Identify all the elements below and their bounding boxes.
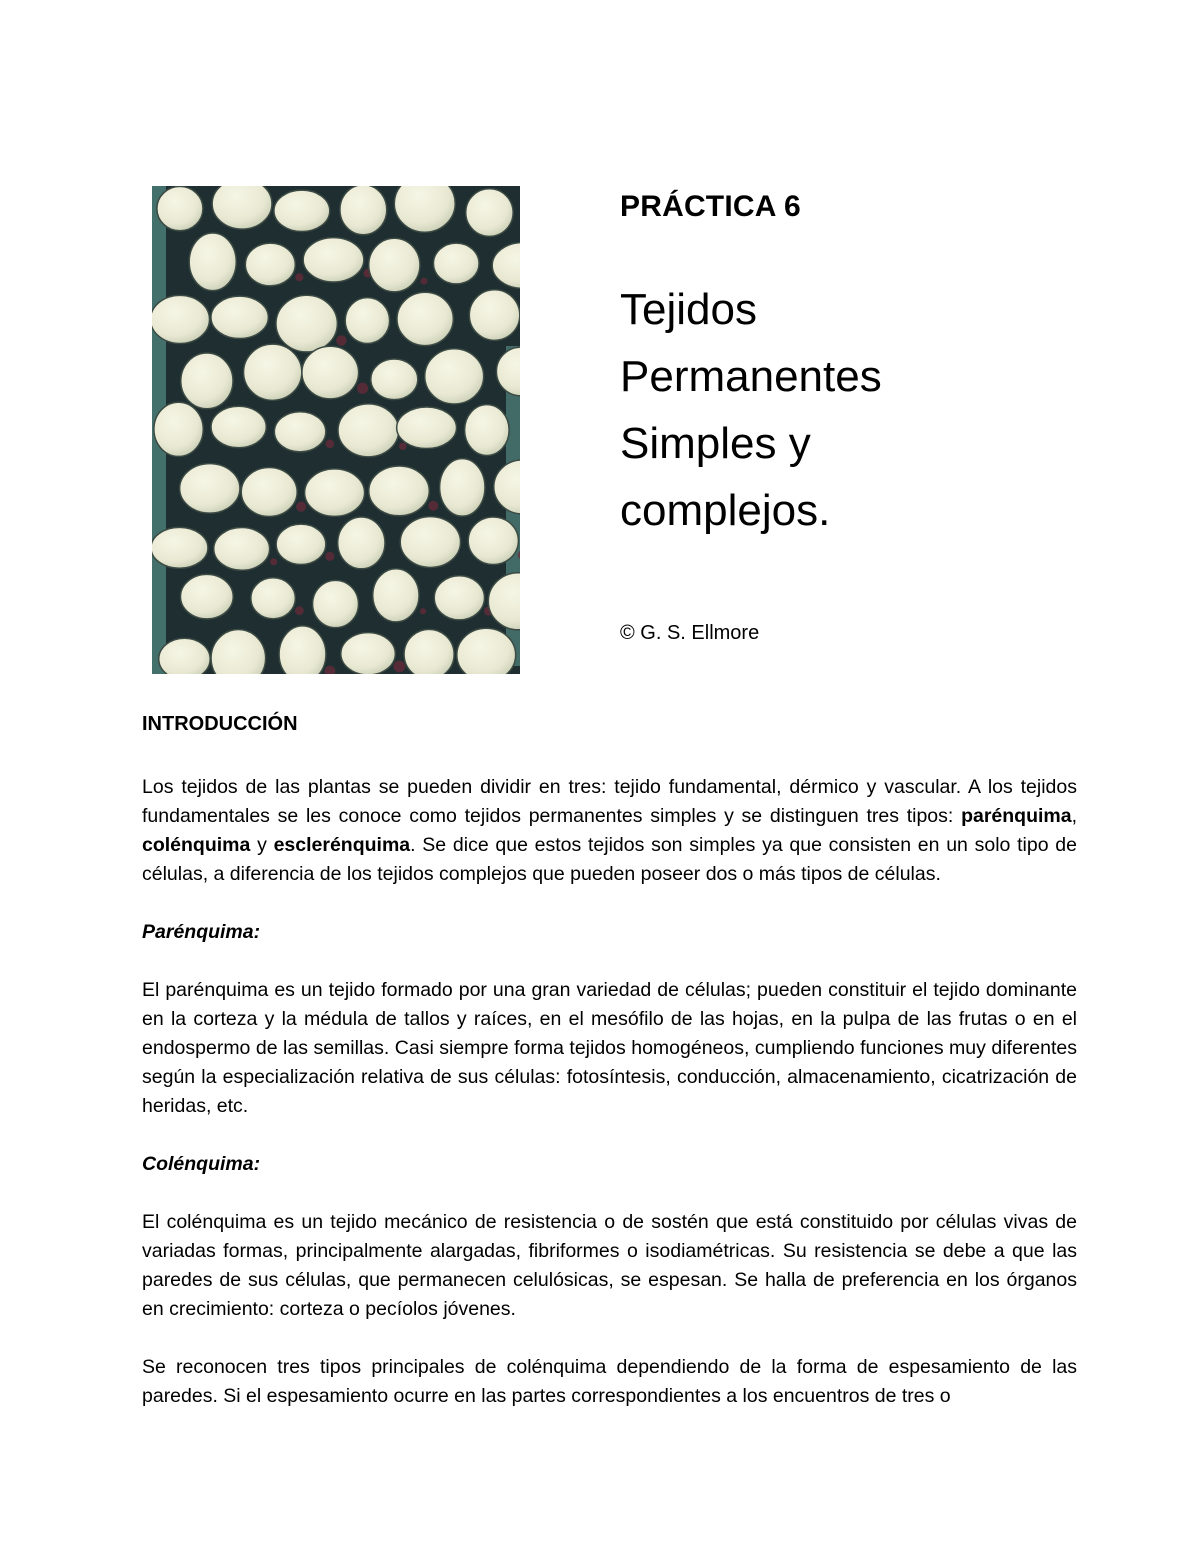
colenquima-paragraph: El colénquima es un tejido mecánico de resistencia o de sostén que está constituido por células vivas de variadas formas, principalmente alargadas, fibriformes o isodiamétricas. Su resistencia se debe a que las paredes de sus células, que permanecen celulósicas, se espesan. Se halla de preferencia en los órganos en crecimiento: corteza o pecíolos jóvenes.	[142, 1211, 1077, 1320]
wall-junction	[336, 335, 346, 345]
cell-shape	[433, 243, 479, 284]
cell-shape	[434, 576, 484, 620]
cell-shape	[465, 405, 510, 456]
title-line: Tejidos	[620, 285, 757, 334]
separator: y	[250, 834, 274, 856]
cell-shape	[303, 238, 364, 282]
wall-junction	[295, 606, 304, 615]
cell-shape	[341, 633, 396, 674]
cell-shape	[469, 290, 519, 341]
cell-shape	[302, 346, 359, 399]
parenquima-paragraph: El parénquima es un tejido formado por una gran variedad de células; pueden constituir el tejido dominante en la corteza y la médula de tallos y raíces, en el mesófilo de las hojas, en la pulpa de las frutas o en el endospermo de las semillas. Casi siempre forma tejidos homogéneos, cumpliendo funciones muy diferentes según la especialización relativa de sus células: fotosíntesis, conducción, almacenamiento, cicatrización de heridas, etc.	[142, 979, 1077, 1117]
cell-shape	[373, 569, 419, 622]
cell-shape	[251, 578, 295, 619]
cell-shape	[244, 344, 302, 400]
wall-junction	[325, 552, 334, 561]
cell-shape	[468, 517, 518, 565]
colenquima-heading: Colénquima:	[142, 1153, 261, 1175]
cell-shape	[154, 402, 203, 456]
wall-junction	[325, 439, 334, 448]
cell-shape	[159, 638, 210, 674]
cell-shape	[369, 466, 429, 516]
wall-junction	[270, 558, 277, 565]
cell-shape	[180, 464, 240, 514]
separator: ,	[1071, 805, 1078, 827]
cell-shape	[214, 528, 270, 571]
wall-junction	[296, 502, 306, 512]
cell-shape	[397, 407, 457, 448]
cell-shape	[425, 349, 484, 404]
cell-shape	[457, 628, 516, 674]
colenquima-paragraph-2: Se reconocen tres tipos principales de colénquima dependiendo de la forma de espesamiento de las paredes. Si el espesamiento ocurre en las partes correspondientes a los encuentros de tres o	[142, 1356, 1077, 1407]
cell-shape	[400, 517, 460, 568]
title-line: Permanentes	[620, 352, 882, 401]
intro-paragraph	[142, 773, 1077, 889]
copyright-notice: © G. S. Ellmore	[620, 622, 760, 644]
wall-junction	[295, 273, 303, 281]
wall-junction	[428, 501, 438, 511]
cell-shape	[345, 298, 389, 344]
intro-heading: INTRODUCCIÓN	[142, 713, 298, 735]
cell-shape	[440, 459, 485, 517]
cell-shape	[340, 186, 387, 235]
page-title	[620, 276, 1140, 544]
cell-shape	[274, 190, 330, 231]
wall-junction	[420, 608, 426, 614]
wall-junction	[393, 661, 405, 673]
cell-shape	[274, 412, 325, 452]
cell-shape	[181, 353, 233, 409]
cell-shape	[180, 574, 233, 619]
cell-shape	[157, 186, 203, 230]
cell-shape	[338, 404, 399, 457]
term-colenquima: colénquima	[142, 834, 251, 856]
cell-shape	[245, 243, 295, 286]
parenquima-heading: Parénquima:	[142, 921, 261, 943]
cell-shape	[338, 517, 385, 569]
cell-shape	[152, 295, 210, 343]
document-body	[142, 710, 1077, 1440]
title-line: complejos.	[620, 486, 831, 535]
cell-shape	[276, 524, 326, 564]
cell-shape	[404, 629, 454, 674]
cell-shape	[397, 292, 453, 345]
title-line: Simples y	[620, 419, 811, 468]
intro-text-end: . Se dice que estos tejidos son simples ya que consisten en un solo tipo de células, a diferencia de los tejidos complejos que pueden poseer dos o más tipos de células.	[142, 834, 1077, 885]
term-esclerenquima: esclerénquima	[273, 834, 411, 856]
wall-junction	[357, 383, 368, 394]
cell-shape	[212, 186, 272, 229]
cell-shape	[313, 580, 359, 627]
collenchyma-micrograph-image	[152, 186, 520, 674]
cell-shape	[466, 189, 513, 237]
wall-junction	[421, 278, 428, 285]
cell-shape	[211, 406, 266, 448]
cell-shape	[369, 238, 420, 292]
cell-shape	[371, 359, 418, 400]
cell-shape	[241, 468, 297, 517]
title-block	[620, 190, 1140, 645]
cell-shape	[276, 295, 337, 352]
cell-shape	[305, 469, 365, 516]
cell-shape	[279, 626, 326, 674]
intro-text: Los tejidos de las plantas se pueden dividir en tres: tejido fundamental, dérmico y vascular. A los tejidos fundamentales se les conoce como tejidos permanentes simples y se distinguen tres tipos:	[142, 776, 1077, 827]
practice-label: PRÁCTICA 6	[620, 190, 801, 223]
term-parenquima: parénquima	[961, 805, 1072, 827]
cell-shape	[152, 527, 208, 568]
cell-shape	[189, 233, 236, 291]
wall-junction	[399, 442, 407, 450]
cell-shape	[211, 296, 268, 338]
